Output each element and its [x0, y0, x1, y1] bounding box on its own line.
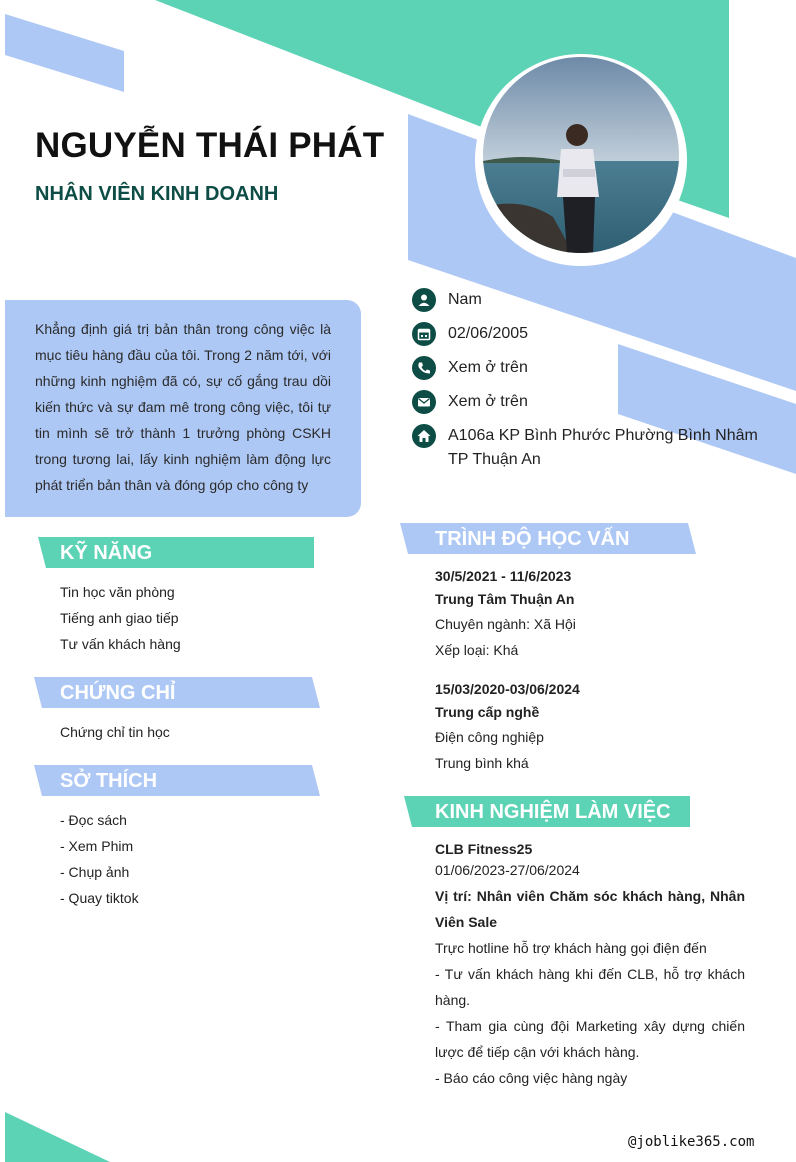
list-item: - Quay tiktok — [60, 890, 139, 906]
experience-entry — [435, 839, 745, 1091]
education-date: 15/03/2020-03/06/2024 — [435, 681, 580, 697]
education-entry — [435, 678, 745, 776]
email-value[interactable]: Xem ở trên — [448, 393, 528, 410]
teal-bottom-corner — [5, 1112, 110, 1162]
experience-duty: - Báo cáo công việc hàng ngày — [435, 1070, 628, 1086]
career-objective-text: Khẳng định giá trị bản thân trong công việc là mục tiêu hàng đầu của tôi. Trong 2 năm tới, với những kinh nghiệm đã có, sự cố gắng trau dồi kiến thức và sự đam mê trong công việc, tôi tự tin mình sẽ trở thành 1 trưởng phòng CSKH trong tương lai, lấy kinh nghiệm làm động lực phát triển bản thân và đóng góp cho công ty — [35, 321, 331, 493]
phone-icon — [412, 356, 436, 380]
list-item: - Đọc sách — [60, 812, 127, 828]
education-grade: Xếp loại: Khá — [435, 642, 519, 658]
experience-position: Vị trí: Nhân viên Chăm sóc khách hàng, Nhân Viên Sale — [435, 888, 745, 930]
job-title: NHÂN VIÊN KINH DOANH — [35, 183, 279, 205]
home-icon — [412, 424, 436, 448]
profile-photo — [483, 57, 679, 253]
mail-icon — [412, 390, 436, 414]
education-major: Điện công nghiệp — [435, 729, 544, 745]
user-icon — [412, 288, 436, 312]
list-item: - Chụp ảnh — [60, 864, 130, 880]
info-gender — [412, 288, 482, 312]
skills-list — [60, 579, 181, 657]
footer-watermark: @joblike365.com — [628, 1134, 755, 1150]
education-school: Trung cấp nghề — [435, 704, 540, 720]
education-major: Chuyên ngành: Xã Hội — [435, 616, 576, 632]
certificates-section-header — [34, 677, 322, 709]
address-value: A106a KP Bình Phước Phường Bình Nhâm TP Thuận An — [448, 427, 758, 468]
education-title: TRÌNH ĐỘ HỌC VẤN — [435, 528, 630, 550]
experience-duty: - Tham gia cùng đội Marketing xây dựng chiến lược để tiếp cận với khách hàng. — [435, 1018, 745, 1060]
info-birthday — [412, 322, 528, 346]
blue-corner-shape — [5, 14, 124, 92]
calendar-icon — [412, 322, 436, 346]
list-item: Chứng chỉ tin học — [60, 724, 170, 740]
info-address — [412, 424, 782, 472]
info-phone — [412, 356, 528, 380]
career-objective-box — [5, 300, 361, 517]
education-section-header — [400, 523, 698, 555]
experience-duty: Trực hotline hỗ trợ khách hàng gọi điện đến — [435, 940, 707, 956]
education-date: 30/5/2021 - 11/6/2023 — [435, 568, 572, 584]
skills-section-header — [38, 537, 322, 569]
birthday-value: 02/06/2005 — [448, 325, 529, 342]
education-entry — [435, 565, 745, 663]
certificates-list — [60, 719, 170, 745]
phone-value[interactable]: Xem ở trên — [448, 359, 528, 376]
experience-duty: - Tư vấn khách hàng khi đến CLB, hỗ trợ khách hàng. — [435, 966, 745, 1008]
experience-title: KINH NGHIỆM LÀM VIỆC — [435, 801, 671, 823]
info-email — [412, 390, 528, 414]
skills-title: KỸ NĂNG — [60, 542, 153, 564]
hobbies-list — [60, 807, 139, 911]
experience-date: 01/06/2023-27/06/2024 — [435, 862, 580, 878]
list-item: - Xem Phim — [60, 838, 134, 854]
gender-value: Nam — [448, 291, 482, 308]
education-grade: Trung bình khá — [435, 755, 529, 771]
hobbies-section-header — [34, 765, 322, 797]
list-item: Tin học văn phòng — [60, 584, 175, 600]
experience-company: CLB Fitness25 — [435, 841, 533, 857]
education-school: Trung Tâm Thuận An — [435, 591, 575, 607]
experience-section-header — [404, 796, 700, 828]
hobbies-title: SỞ THÍCH — [60, 770, 158, 792]
list-item: Tư vấn khách hàng — [60, 636, 181, 652]
list-item: Tiếng anh giao tiếp — [60, 610, 179, 626]
certificates-title: CHỨNG CHỈ — [60, 682, 176, 704]
candidate-name: NGUYỄN THÁI PHÁT — [35, 126, 385, 165]
